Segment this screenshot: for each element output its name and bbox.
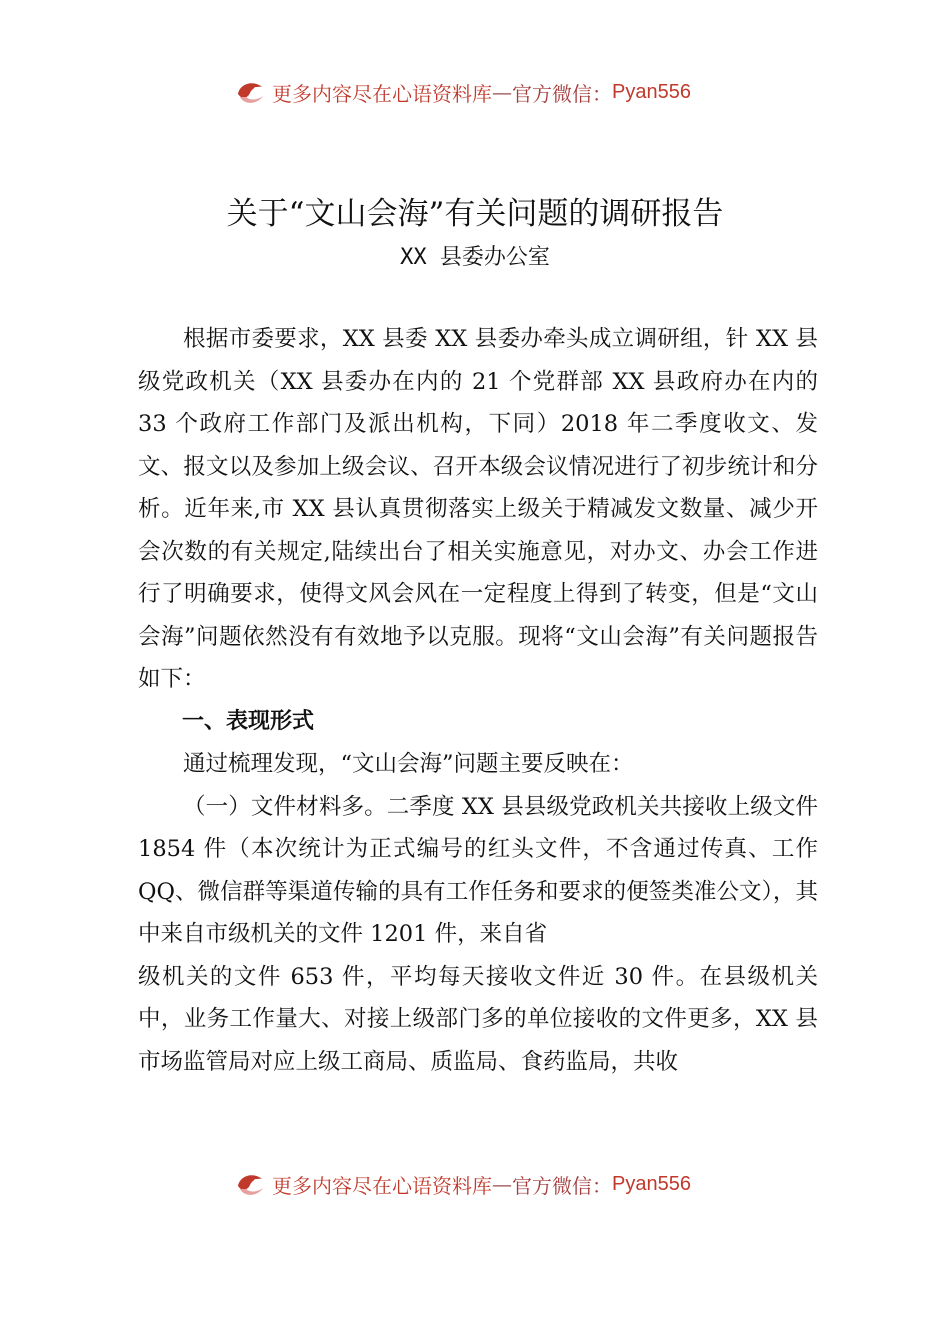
document-body bbox=[138, 318, 818, 1083]
paragraph-lead: 通过梳理发现，“文山会海”问题主要反映在： bbox=[183, 751, 634, 777]
footer-banner bbox=[232, 1164, 691, 1204]
banner-wechat-id: Pyan556 bbox=[612, 80, 691, 103]
banner-sub-text: 官方微信： bbox=[512, 81, 612, 106]
banner-main-text: 更多内容尽在心语资料库 bbox=[272, 81, 492, 106]
stylized-fish-logo-icon bbox=[232, 1166, 268, 1202]
paragraph-item-1: （一）文件材料多。二季度 XX 县县级党政机关共接收上级文件 1854 件（本次统计为正式编号的红头文件，不含通过传真、工作 QQ、微信群等渠道传输的具有工作任务和要求的便签类准公文），其中来自市级机关的文件 1201 件，来自省 bbox=[138, 793, 818, 947]
stylized-fish-logo-icon bbox=[232, 74, 268, 110]
header-banner bbox=[232, 72, 691, 112]
banner-wechat-id: Pyan556 bbox=[612, 1172, 691, 1195]
document-title: 关于“文山会海”有关问题的调研报告 bbox=[226, 196, 724, 232]
paragraph-continuation: 级机关的文件 653 件，平均每天接收文件近 30 件。在县级机关中，业务工作量大、对接上级部门多的单位接收的文件更多，XX 县市场监管局对应上级工商局、质监局、食药监局，共收 bbox=[138, 963, 818, 1075]
section-heading: 一、表现形式 bbox=[182, 708, 315, 734]
banner-main-text: 更多内容尽在心语资料库 bbox=[272, 1173, 492, 1198]
paragraph-intro: 根据市委要求，XX 县委 XX 县委办牵头成立调研组，针 XX 县级党政机关（XX 县委办在内的 21 个党群部 XX 县政府办在内的 33 个政府工作部门及派出机构，下同）2018 年二季度收文、发文、报文以及参加上级会议、召开本级会议情况进行了初步统计和分析。近年来,市 XX 县认真贯彻落实上级关于精减发文数量、减少开会次数的有关规定,陆续出台了相关实施意见，对办文、办会工作进行了明确要求，使得文风会风在一定程度上得到了转变，但是“文山会海”问题依然没有有效地予以克服。现将“文山会海”有关问题报告如下： bbox=[138, 326, 818, 692]
banner-separator: — bbox=[492, 1172, 512, 1196]
document-author: XX 县委办公室 bbox=[400, 245, 550, 270]
banner-sub-text: 官方微信： bbox=[512, 1173, 612, 1198]
banner-separator: — bbox=[492, 80, 512, 104]
